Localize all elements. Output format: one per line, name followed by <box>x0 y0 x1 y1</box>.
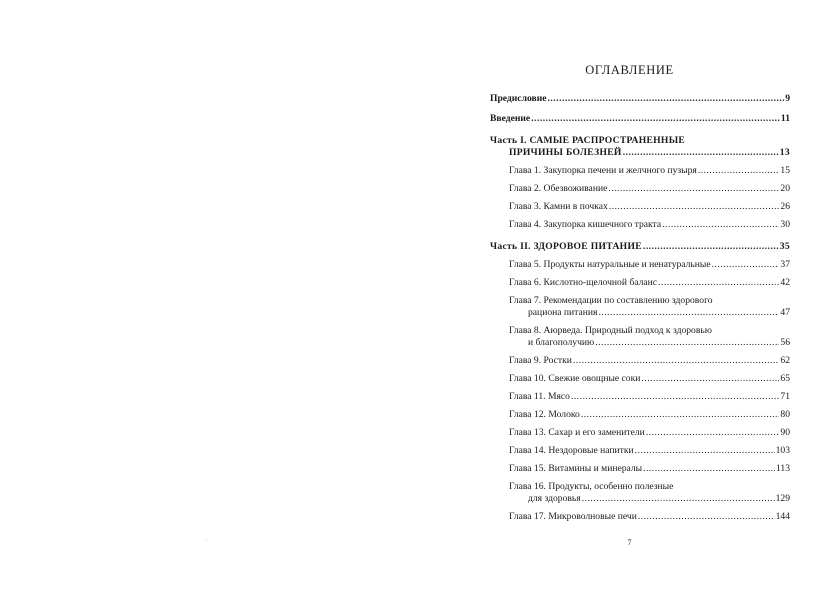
toc-entry-chapter-1[interactable]: Глава 1. Закупорка печени и желчного пузыря ..... 15 <box>490 165 790 177</box>
toc-entry-chapter-15[interactable]: Глава 15. Витамины и минералы ..... 113 <box>490 463 790 475</box>
page-number: 7 <box>627 538 632 547</box>
toc-entry-chapter-5[interactable]: Глава 5. Продукты натуральные и ненатуральные ..... 37 <box>490 259 790 271</box>
toc-entry-chapter-12[interactable]: Глава 12. Молоко ..... 80 <box>490 409 790 421</box>
toc-entry-chapter-8[interactable]: Глава 8. Аюрведа. Природный подход к здоровью и благополучию ..... 56 <box>490 325 790 349</box>
toc-entry-chapter-4[interactable]: Глава 4. Закупорка кишечного тракта ..... 30 <box>490 219 790 231</box>
page-mark: . <box>206 536 208 542</box>
toc-entry-chapter-9[interactable]: Глава 9. Ростки ..... 62 <box>490 355 790 367</box>
right-page <box>420 0 839 595</box>
toc-entry-chapter-3[interactable]: Глава 3. Камни в почках ..... 26 <box>490 201 790 213</box>
toc-entry-chapter-11[interactable]: Глава 11. Мясо ..... 71 <box>490 391 790 403</box>
toc-entry-chapter-16[interactable]: Глава 16. Продукты, особенно полезные для здоровья ..... 129 <box>490 481 790 505</box>
left-page <box>0 0 419 595</box>
toc-title: ОГЛАВЛЕНИЕ <box>585 63 674 77</box>
toc-entry-preface[interactable]: Предисловие ..... 9 <box>490 93 790 105</box>
toc-entry-part-2[interactable]: Часть II. ЗДОРОВОЕ ПИТАНИЕ ..... 35 <box>490 241 790 253</box>
toc-entry-chapter-6[interactable]: Глава 6. Кислотно-щелочной баланс ..... 42 <box>490 277 790 289</box>
toc-entry-introduction[interactable]: Введение ..... 11 <box>490 113 790 125</box>
toc-entry-chapter-14[interactable]: Глава 14. Нездоровые напитки ..... 103 <box>490 445 790 457</box>
toc-entry-part-1[interactable]: Часть I. САМЫЕ РАСПРОСТРАНЕННЫЕ ПРИЧИНЫ БОЛЕЗНЕЙ ..... 13 <box>490 135 790 159</box>
toc-entry-chapter-17[interactable]: Глава 17. Микроволновые печи ..... 144 <box>490 511 790 523</box>
toc-entry-chapter-2[interactable]: Глава 2. Обезвоживание ..... 20 <box>490 183 790 195</box>
toc-entry-chapter-7[interactable]: Глава 7. Рекомендации по составлению здорового рациона питания ..... 47 <box>490 295 790 319</box>
toc-entry-chapter-13[interactable]: Глава 13. Сахар и его заменители ..... 90 <box>490 427 790 439</box>
toc-entry-chapter-10[interactable]: Глава 10. Свежие овощные соки ..... 65 <box>490 373 790 385</box>
table-of-contents <box>490 93 790 523</box>
